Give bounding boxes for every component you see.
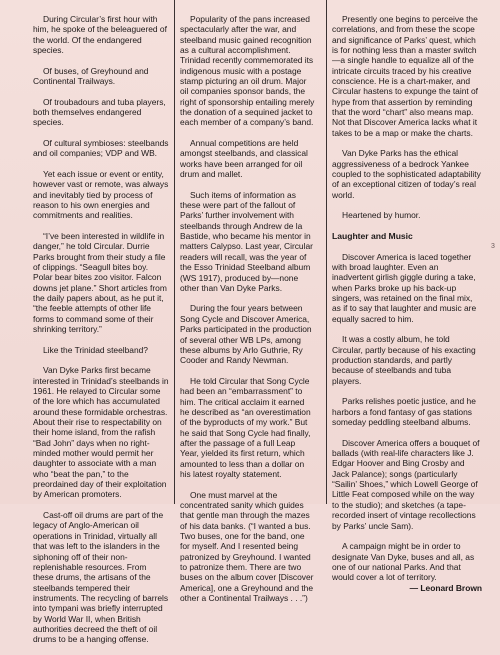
article-column-1: [33, 14, 169, 655]
paragraph: Heartened by humor.: [342, 210, 421, 221]
paragraph: During the four years between Song Cycle and Discover America, Parks participated in the production of several other WB LPs, among these albums by Arlo Guthrie, Ry Cooder and Randy Newman.: [180, 303, 312, 366]
article-column-2: [180, 14, 316, 614]
paragraph: During Circular’s first hour with him, he spoke of the beleaguered of the world. Of the endangered species.: [33, 14, 167, 56]
paragraph: Such items of information as these were part of the fallout of Parks’ further involvement with steelbands through Andrew de la Bastide, who became his mentor in matters Calypso. Last year, Circular readers will recall, was the year of the Esso Trinidad Steelband album (WS 1917), produced by—none other than Van Dyke Parks.: [180, 189, 313, 293]
paragraph: Parks relishes poetic justice, and he harbors a fond fantasy of gas stations someday peddling steelband albums.: [332, 396, 476, 428]
paragraph: It was a costly album, he told Circular, partly because of his exacting production standards, and partly because of steelbands and tuba players.: [332, 334, 476, 386]
paragraph: Cast-off oil drums are part of the legacy of Anglo-American oil operations in Trinidad, virtually all that was left to the islanders in the siphoning off of their non-replenishable resources. From these drums, the artisans of the steelbands tempered their instruments. The recycling of barrels into tympani was briefly interrupted by World War II, when British authorities decreed the theft of oil drums to be a hanging offense.: [33, 510, 169, 645]
paragraph: Of buses, of Greyhound and Continental Trailways.: [33, 65, 149, 87]
paragraph: He told Circular that Song Cycle had been an “embarrassment” to him. The critical acclaim it earned he described as “an overestimation of the byproducts of my work.” But he said that Song Cycle had finally, after the passage of a full Leap Year, yielded its first return, which amounted to less than a dollar on his latest royalty statement.: [180, 375, 311, 479]
paragraph: Popularity of the pans increased spectacularly after the war, and steelband music gained recognition as a cultural accomplishment. Trinidad recently commemorated its indigenous music with a postage stamp picturing an oil drum. Major oil companies sponsor bands, the right of sponsorship entailing merely the donation of a sequined jacket to each member of a company’s band.: [180, 14, 315, 128]
paragraph: Of troubadours and tuba players, both themselves endangered species.: [33, 96, 166, 128]
page-number: 3: [491, 243, 495, 250]
column-divider: [326, 0, 327, 504]
paragraph: Presently one begins to perceive the correlations, and from these the scope and significance of Parks’ quest, which is for nothing less than a master switch—a single handle to equalize all of the intricate circuits traced by his creative conscience. He is a chart-maker, and Circular hastens to expunge the taint of hype from that assertion by reminding that the word “chart” also means map. Not that Discover America lacks what it takes to be a map or make the charts.: [332, 14, 479, 138]
paragraph: “I’ve been interested in wildlife in danger,” he told Circular. Durrie Parks brought from their study a file of clippings. “Seagull bites boy. Polar bear bites zoo visitor. Falcon downs jet plane.” Short articles from the daily papers about, as he put it, “the feeble attempts of other life forms to command some of their shrinking territory.”: [33, 230, 167, 335]
author-credit: — Leonard Brown: [409, 582, 482, 593]
paragraph: Van Dyke Parks has the ethical aggressiveness of a bedrock Yankee coupled to the sophisticated adaptability of an exceptional citizen of today’s real world.: [332, 148, 481, 200]
paragraph: Discover America is laced together with broad laughter. Even an inadvertent girlish giggle during a take, when Parks broke up his back-up singers, was retained on the final mix, as if to say that laughter and music are equally sacred to him.: [332, 251, 477, 324]
paragraph: Like the Trinidad steelband?: [43, 344, 148, 355]
paragraph: Discover America offers a bouquet of ballads (with real-life characters like J. Edgar Hoover and Bing Crosby and Jack Palance); songs (particularly “Sailin’ Shoes,” which Lowell George of Little Feat composed while on the way to the studio); and sketches (a tape-recorded insert of vintage recollections by Parks’ uncle Sam).: [332, 437, 480, 531]
section-heading: Laughter and Music: [332, 231, 413, 242]
paragraph: Annual competitions are held amongst steelbands, and classical works have been arranged for oil drum and mallet.: [180, 138, 308, 180]
paragraph: One must marvel at the concentrated sanity which guides that gentle man through the mazes of his data banks. (“I wanted a bus. Two buses, one for the band, one for myself. And I resented being patronized by Greyhound. I wanted to patronize them. There are two buses on the album cover [Discover America], one a Greyhound and the other a Continental Trailways . . .”): [180, 489, 314, 604]
paragraph: Van Dyke Parks first became interested in Trinidad’s steelbands in 1961. He relayed to Circular some of the lore which has accumulated around these formidable orchestras. About their rise to respectability on their home island, from the rafish “Bad John” days when no right-minded mother would permit her daughter to associate with a man who “beat the pan,” to the preordained day of their exploitation by American promoters.: [33, 365, 169, 500]
paragraph: Of cultural symbioses: steelbands and oil companies; VDP and WB.: [33, 137, 169, 159]
article-column-3: [332, 14, 482, 603]
column-divider: [174, 0, 175, 504]
paragraph: Yet each issue or event or entity, however vast or remote, was always and inevitably tied by process of reason to his own energies and commitments and realities.: [33, 168, 169, 221]
paragraph: A campaign might be in order to designate Van Dyke, buses and all, as one of our national Parks. And that would cover a lot of territory.: [332, 541, 475, 583]
